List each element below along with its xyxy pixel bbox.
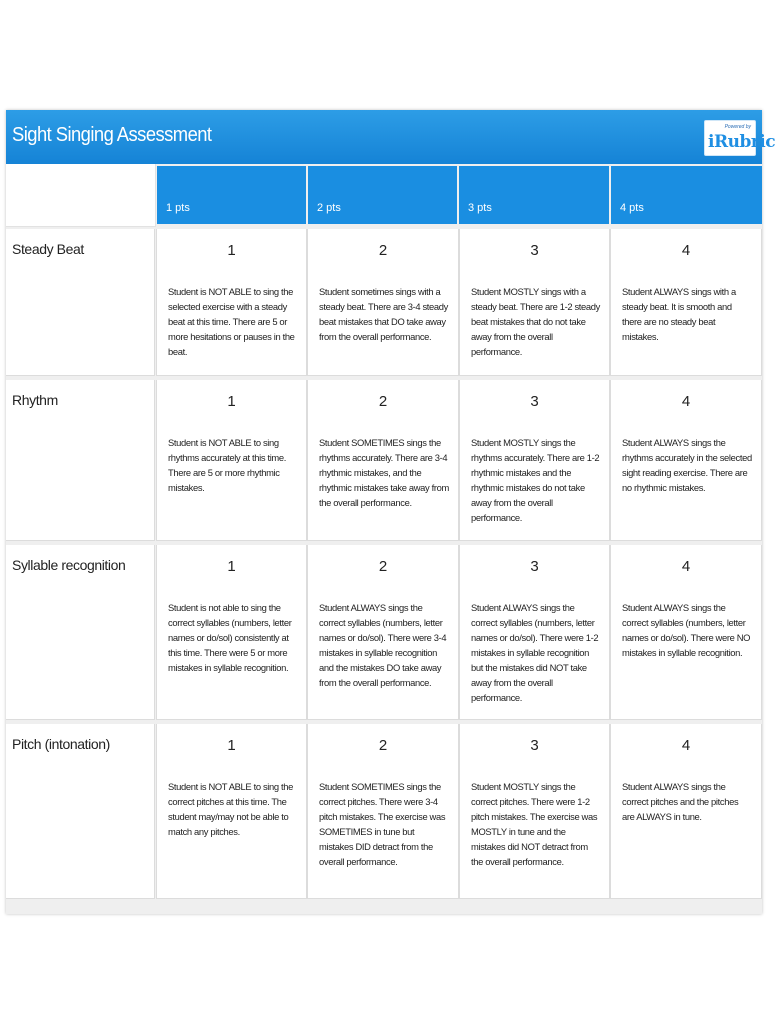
page-title: Sight Singing Assessment	[12, 124, 212, 146]
level-description: Student ALWAYS sings with a steady beat. It is smooth and there are no steady beat mistakes.	[622, 286, 736, 342]
level-score: 3	[530, 558, 539, 575]
rubric-row-pitch	[6, 724, 762, 899]
level-description: Student ALWAYS sings the correct syllables (numbers, letter names or do/sol). There were 3-4 mistakes in syllable recognition and the mistakes DO take away from the overall performance.	[319, 602, 447, 688]
level-description: Student MOSTLY sings the correct pitches. There were 1-2 pitch mistakes. The exercise was MOSTLY in tune and the mistakes did NOT detract from the overall performance.	[471, 781, 598, 867]
level-cell[interactable]	[459, 380, 610, 541]
level-score: 1	[227, 737, 236, 754]
rubric-table	[6, 110, 775, 914]
level-description: Student MOSTLY sings with a steady beat. There are 1-2 steady beat mistakes that do not take away from the overall performance.	[471, 286, 600, 357]
level-description: Student is NOT ABLE to sing the selected exercise with a steady beat at this time. There are 5 or more hesitations or pauses in the beat.	[168, 286, 295, 357]
criterion-label: Steady Beat	[6, 229, 155, 376]
level-score: 3	[530, 242, 539, 259]
level-description: Student sometimes sings with a steady beat. There are 3-4 steady beat mistakes that DO take away from the overall performance.	[319, 286, 448, 342]
level-score: 2	[378, 558, 388, 575]
rubric-row-syllable-recognition	[6, 545, 762, 720]
level-score: 1	[227, 558, 236, 575]
column-header-2: 2 pts	[308, 166, 457, 224]
header-row	[6, 164, 762, 226]
level-description: Student is NOT ABLE to sing rhythms accurately at this time. There are 5 or more rhythmic mistakes.	[168, 437, 287, 493]
level-score: 4	[681, 558, 691, 575]
criterion-label: Rhythm	[6, 380, 155, 541]
level-description: Student SOMETIMES sings the correct pitches. There were 3-4 pitch mistakes. The exercise was SOMETIMES in tune but mistakes DID detract from the overall performance.	[319, 781, 446, 867]
level-description: Student ALWAYS sings the rhythms accurately in the selected sight reading exercise. There are no rhythmic mistakes.	[622, 437, 752, 493]
level-description: Student is NOT ABLE to sing the correct pitches at this time. The student may/may not be able to match any pitches.	[168, 781, 293, 837]
level-cell[interactable]	[459, 229, 610, 376]
level-score: 2	[378, 242, 388, 259]
criterion-label: Syllable recognition	[6, 545, 155, 720]
level-score: 2	[378, 737, 388, 754]
level-score: 1	[227, 242, 236, 259]
level-cell[interactable]	[610, 724, 762, 899]
logo-brand: iRubric	[708, 132, 775, 152]
column-header-3: 3 pts	[459, 166, 609, 224]
level-score: 4	[681, 393, 691, 410]
irubric-logo[interactable]	[704, 120, 775, 156]
level-description: Student ALWAYS sings the correct syllables (numbers, letter names or do/sol). There were 1-2 mistakes in syllable recognition but the mistakes did NOT take away from the overall performance.	[471, 602, 599, 703]
level-cell[interactable]	[156, 724, 307, 899]
level-cell[interactable]	[307, 545, 459, 720]
level-score: 4	[681, 737, 691, 754]
criterion-label: Pitch (intonation)	[6, 724, 155, 899]
level-cell[interactable]	[459, 545, 610, 720]
level-score: 1	[227, 393, 236, 410]
level-cell[interactable]	[610, 380, 762, 541]
title-bar	[6, 110, 775, 164]
level-description: Student is not able to sing the correct syllables (numbers, letter names or do/sol) consistently at this time. There were 5 or more mistakes in syllable recognition.	[168, 602, 292, 673]
level-cell[interactable]	[610, 545, 762, 720]
rubric-row-rhythm	[6, 380, 762, 541]
level-description: Student ALWAYS sings the correct syllables (numbers, letter names or do/sol). There were NO mistakes in syllable recognition.	[622, 602, 751, 658]
level-cell[interactable]	[156, 545, 307, 720]
logo-powered-by: Powered by	[724, 124, 751, 130]
header-corner	[6, 164, 156, 227]
column-header-4: 4 pts	[611, 166, 762, 224]
level-score: 2	[378, 393, 388, 410]
level-description: Student SOMETIMES sings the rhythms accurately. There are 3-4 rhythmic mistakes, and the rhythmic mistakes take away from the overall performance.	[319, 437, 449, 508]
level-cell[interactable]	[307, 724, 459, 899]
level-cell[interactable]	[156, 229, 307, 376]
level-score: 3	[530, 393, 539, 410]
level-cell[interactable]	[307, 380, 459, 541]
level-score: 3	[530, 737, 539, 754]
level-description: Student ALWAYS sings the correct pitches and the pitches are ALWAYS in tune.	[622, 781, 739, 822]
level-cell[interactable]	[610, 229, 762, 376]
level-description: Student MOSTLY sings the rhythms accurately. There are 1-2 rhythmic mistakes and the rhythmic mistakes do not take away from the overall performance.	[471, 437, 600, 523]
level-cell[interactable]	[459, 724, 610, 899]
level-cell[interactable]	[156, 380, 307, 541]
level-cell[interactable]	[307, 229, 459, 376]
column-header-1: 1 pts	[157, 166, 306, 224]
level-score: 4	[681, 242, 691, 259]
rubric-row-steady-beat	[6, 229, 762, 376]
